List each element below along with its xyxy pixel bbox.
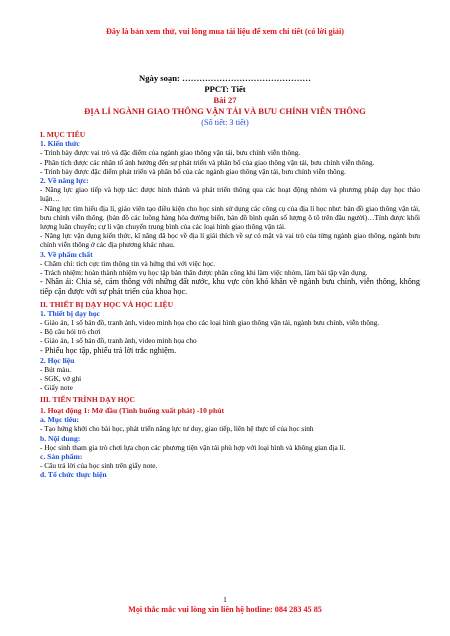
section-heading: 1. Thiết bị dạy học — [40, 308, 100, 318]
paragraph: - Năng lực vận dụng kiến thức, kĩ năng đã học về địa lí giải thích về sự có mặt và vai trò của từng ngành giao thông, ngành bưu chính viễn thông ở các địa phương khác nhau. — [40, 231, 420, 250]
paragraph: - Năng lực giao tiếp và hợp tác: được hình thành và phát triển thông qua các hoạt động nhóm và phương pháp dạy học thảo luận… — [40, 185, 420, 204]
paragraph: - Học sinh tham gia trò chơi lựa chọn các phương tiện vận tải phù hợp với loại hình và không gian địa lí. — [40, 442, 346, 452]
paragraph: - Tạo hứng khởi cho bài học, phát triển năng lực tư duy, giao tiếp, liên hệ thực tế của học sinh — [40, 424, 314, 434]
prep-date: Ngày soạn: ……………………………………… — [139, 73, 311, 83]
section-heading: c. Sản phẩm: — [40, 451, 83, 461]
section-heading: b. Nội dung: — [40, 433, 81, 443]
lesson-title: ĐỊA LÍ NGÀNH GIAO THÔNG VẬN TẢI VÀ BƯU CHÍNH VIỄN THÔNG — [84, 106, 366, 116]
paragraph: - Câu trả lời của học sinh trên giấy note. — [40, 461, 158, 471]
ppct-label: PPCT: Tiết — [204, 84, 246, 94]
paragraph: - Chăm chỉ: tích cực tìm thông tin và hứng thú với việc học. — [40, 258, 216, 268]
section-heading: III. TIẾN TRÌNH DẠY HỌC — [40, 394, 136, 404]
section-heading: 1. Kiến thức — [40, 139, 80, 149]
section-heading: 2. Học liệu — [40, 355, 75, 365]
paragraph: - SGK, vở ghi — [40, 374, 82, 384]
paragraph: - Phân tích được các nhân tố ảnh hưởng đến sự phát triển và phân bố của giao thông vận tải, bưu chính viễn thông. — [40, 157, 375, 167]
paragraph: - Bộ câu hỏi trò chơi — [40, 327, 101, 337]
section-heading: d. Tổ chức thực hiện — [40, 470, 107, 480]
hotline-footer: Mọi thắc mắc vui lòng xin liên hệ hotline: 084 283 45 85 — [128, 605, 322, 614]
section-heading: a. Mục tiêu: — [40, 415, 80, 425]
paragraph: - Trình bày được vai trò và đặc điểm của ngành giao thông vận tải, bưu chính viễn thông. — [40, 148, 301, 158]
lesson-header — [0, 73, 450, 128]
paragraph: - Giáo án, 1 số bản đồ, tranh ảnh, video minh họa cho — [40, 336, 197, 346]
section-heading: 3. Về phẩm chất — [40, 249, 93, 259]
section-heading: 1. Hoạt động 1: Mở đầu (Tình huống xuất phát) -10 phút — [40, 405, 224, 415]
lesson-periods: (Số tiết: 3 tiết) — [201, 118, 249, 127]
section-heading: II. THIẾT BỊ DẠY HỌC VÀ HỌC LIỆU — [40, 299, 174, 309]
lesson-number: Bài 27 — [213, 95, 237, 105]
paragraph: - Giấy note — [40, 383, 73, 393]
paragraph: - Trách nhiệm: hoàn thành nhiệm vụ học tập bản thân được phân công khi làm việc nhóm, làm bài tập vận dụng. — [40, 268, 368, 278]
paragraph: - Phiếu học tập, phiếu trả lời trắc nghiệm. — [40, 345, 177, 355]
lesson-body — [40, 128, 420, 480]
section-heading: I. MỤC TIÊU — [40, 130, 86, 139]
paragraph: - Nhân ái: Chia sẻ, cảm thông với những đất nước, khu vực còn khó khăn về ngành bưu chính, viễn thông, không tiếp cận được với sự phát triển của khoa học. — [40, 277, 420, 297]
paragraph: - Bút màu. — [40, 365, 72, 375]
paragraph: - Trình bày được đặc điểm phát triển và phân bố của các ngành giao thông vận tải, bưu chính viễn thông. — [40, 166, 346, 176]
paragraph: - Năng lực tìm hiểu địa lí, giáo viên tạo điều kiện cho học sinh sử dụng các công cụ của địa lí học như: bản đồ giao thông vận tải, bưu chính viễn thông. (bản đồ các luồng hàng hóa đường biển, bản đồ bình quân số lượng ô tô trên đầu người)…Tính được khối lượng luân chuyển; cự li vận chuyển trung bình của các loại hình giao thông vận tải. — [40, 203, 420, 232]
paragraph: - Giáo án, 1 số bản đồ, tranh ảnh, video minh họa cho các loại hình giao thông vận tải, ngành bưu chính, viễn thông. — [40, 318, 380, 328]
section-heading: 2. Về năng lực: — [40, 176, 89, 186]
preview-banner: Đây là bản xem thử, vui lòng mua tài liệu để xem chi tiết (có lời giải) — [105, 27, 344, 36]
page-number: 1 — [223, 595, 227, 604]
